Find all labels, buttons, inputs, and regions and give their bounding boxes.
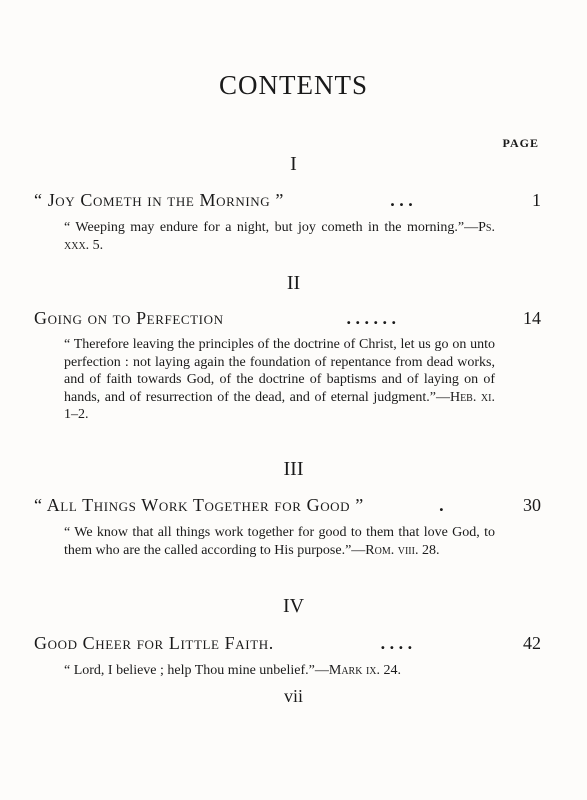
chapter-title: Good Cheer for Little Faith.	[34, 633, 274, 653]
toc-entry[interactable]	[34, 633, 541, 654]
dot-leader: . . . .	[380, 633, 413, 653]
chapter-epigraph	[64, 662, 495, 680]
scripture-reference: Rom. viii. 28.	[365, 542, 440, 558]
toc-entry[interactable]	[34, 495, 541, 516]
dot-leader: . . . . . .	[346, 308, 397, 328]
epigraph-text: “ Lord, I believe ; help Thou mine unbelief.”—	[64, 663, 329, 678]
chapter-title: “ Joy Cometh in the Morning ”	[34, 190, 284, 210]
epigraph-text: “ We know that all things work together for good to them that love God, to them who are the called according to His purpose.”—	[64, 525, 495, 558]
chapter-epigraph	[64, 336, 495, 424]
chapter-title: Going on to Perfection	[34, 308, 224, 328]
page-number: 30	[523, 495, 541, 515]
page-number: 1	[532, 190, 541, 210]
dot-leader: .	[439, 495, 444, 515]
scripture-reference: Heb. xi. 1–2.	[64, 389, 495, 422]
scripture-reference: Mark ix. 24.	[328, 663, 402, 678]
toc-entry[interactable]	[34, 308, 541, 329]
chapter-numeral: III	[283, 458, 304, 480]
chapter-numeral: I	[290, 153, 297, 175]
page-title: CONTENTS	[219, 70, 368, 100]
chapter-epigraph	[64, 524, 495, 559]
page-number: 14	[523, 308, 541, 328]
chapter-numeral: IV	[282, 595, 305, 617]
chapter-title: “ All Things Work Together for Good ”	[34, 495, 364, 515]
page-folio: vii	[283, 686, 303, 706]
dot-leader: . . .	[390, 190, 413, 210]
chapter-numeral: II	[286, 272, 301, 294]
chapter-epigraph	[64, 219, 495, 254]
page-column-label: PAGE	[502, 136, 539, 150]
page-number: 42	[523, 633, 541, 653]
epigraph-text: “ Therefore leaving the principles of the doctrine of Christ, let us go on unto perfection : not laying again the foundation of repentance from dead works, and of faith towards God, of the doctrine of baptisms and of laying on of hands, and of resurrection of the dead, and of eternal judgment.”—	[64, 337, 495, 405]
epigraph-text: “ Weeping may endure for a night, but joy cometh in the morning.”—	[64, 220, 479, 235]
toc-entry[interactable]	[34, 190, 541, 211]
scripture-reference: Ps. xxx. 5.	[64, 220, 495, 253]
